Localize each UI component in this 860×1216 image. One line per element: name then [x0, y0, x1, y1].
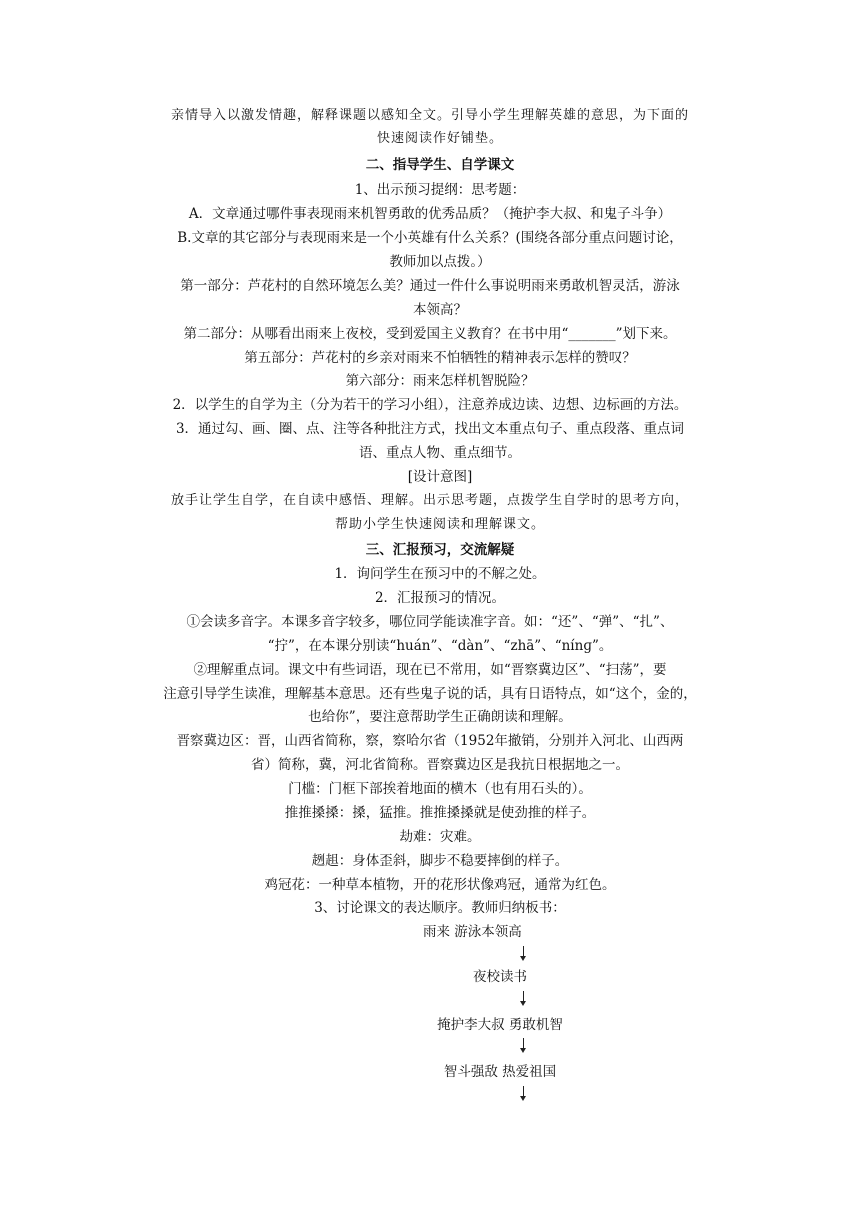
- question-b-line-1: B.文章的其它部分与表现雨来是一个小英雄有什么关系？(围绕各部分重点问题讨论，: [177, 230, 683, 246]
- part-6: 第六部分：雨来怎样机智脱险？: [345, 373, 535, 389]
- design-intent-line-2: 帮助小学生快速阅读和理解课文。: [334, 517, 545, 532]
- polyphonic-line-2: “拧”，在本课分别读“huán”、“dàn”、“zhā”、“nínɡ”。: [267, 638, 613, 654]
- definition-jienan: 劫难：灾难。: [399, 829, 481, 845]
- section-2-item-3-line-2: 语、重点人物、重点细节。: [359, 445, 521, 461]
- polyphonic-line-1: ①会读多音字。本课多音字较多，哪位同学能读准字音。如：“还”、“弹”、“扎”、: [186, 614, 674, 630]
- down-arrow-icon: [523, 1086, 525, 1102]
- part-1-line-2: 本领高？: [413, 302, 467, 318]
- section-2-item-2: 2．以学生的自学为主（分为若干的学习小组），注意养成边读、边想、边标画的方法。: [172, 397, 688, 413]
- board-step-1: 雨来 游泳本领高: [423, 924, 522, 940]
- section-2-item-3-line-1: 3．通过勾、画、圈、点、注等各种批注方式，找出文本重点句子、重点段落、重点词: [175, 421, 685, 437]
- definition-jiguanhua: 鸡冠花：一种草本植物，开的花形状像鸡冠，通常为红色。: [264, 877, 616, 893]
- section-3-item-2: 2．汇报预习的情况。: [374, 590, 506, 606]
- board-step-4: 智斗强敌 热爱祖国: [443, 1064, 557, 1080]
- section-2-heading: 二、指导学生、自学课文: [365, 157, 515, 173]
- question-a: A．文章通过哪件事表现雨来机智勇敢的优秀品质？（掩护李大叔、和鬼子斗争）: [188, 206, 672, 222]
- intro-line-1: 亲情导入以激发情趣，解释课题以感知全文。引导小学生理解英雄的意思，为下面的: [170, 108, 689, 123]
- down-arrow-icon: [523, 946, 525, 962]
- intro-line-2: 快速阅读作好铺垫。: [376, 131, 503, 146]
- down-arrow-icon: [523, 991, 525, 1007]
- section-3-item-3: 3、讨论课文的表达顺序。教师归纳板书：: [314, 900, 566, 916]
- board-step-2: 夜校读书: [473, 969, 527, 985]
- section-3-item-1: 1．询问学生在预习中的不解之处。: [334, 566, 546, 582]
- down-arrow-icon: [523, 1038, 525, 1054]
- definition-jinchaji-line-1: 晋察冀边区：晋，山西省简称，察，察哈尔省（1952年撤销，分别并入河北、山西两: [176, 733, 684, 749]
- section-3-heading: 三、汇报预习，交流解疑: [365, 542, 515, 558]
- definition-jinchaji-line-2: 省）简称，冀，河北省简称。晋察冀边区是我抗日根据地之一。: [251, 757, 629, 773]
- part-5: 第五部分：芦花村的乡亲对雨来不怕牺牲的精神表示怎样的赞叹？: [244, 350, 636, 366]
- board-step-3: 掩护李大叔 勇敢机智: [437, 1017, 563, 1033]
- vocab-line-3: 也给你”，要注意帮助学生正确朗读和理解。: [308, 709, 572, 725]
- part-1-line-1: 第一部分：芦花村的自然环境怎么美？通过一件什么事说明雨来勇敢机智灵活，游泳: [180, 278, 680, 294]
- question-b-line-2: 教师加以点拨。）: [389, 254, 491, 270]
- definition-lieqie: 趔趄：身体歪斜，脚步不稳要摔倒的样子。: [311, 853, 569, 869]
- vocab-line-1: ②理解重点词。课文中有些词语，现在已不常用，如“晋察冀边区”、“扫荡”，要: [193, 662, 667, 678]
- vocab-line-2: 注意引导学生读准，理解基本意思。还有些鬼子说的话，具有日语特点，如“这个，金的，: [163, 686, 697, 702]
- part-2: 第二部分：从哪看出雨来上夜校，受到爱国主义教育？在书中用“_______”划下来。: [183, 326, 677, 342]
- definition-menkan: 门槛：门框下部挨着地面的横木（也有用石头的）。: [288, 781, 592, 797]
- design-intent-line-1: 放手让学生自学，在自读中感悟、理解。出示思考题，点拨学生自学时的思考方向，: [170, 493, 689, 508]
- design-intent-label: [设计意图]: [407, 469, 473, 485]
- definition-tuituisangsang: 推推搡搡：搡，猛推。推推搡搡就是使劲推的样子。: [284, 805, 596, 821]
- section-2-item-1: 1、出示预习提纲：思考题：: [354, 182, 526, 198]
